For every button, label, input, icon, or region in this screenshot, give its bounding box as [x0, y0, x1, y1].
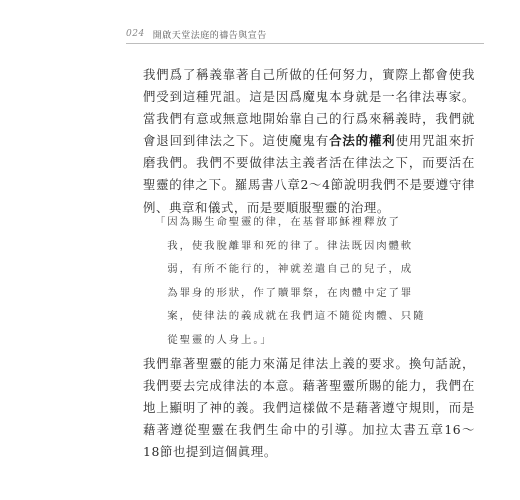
quote-line: 「因為賜生命聖靈的律，在基督耶穌裡釋放了: [155, 216, 401, 228]
page-number: 024: [126, 29, 145, 39]
emphasized-text: 合法的權利: [329, 133, 396, 149]
quote-line: 弱，有所不能行的，神就差遣自己的兒子，成: [155, 263, 414, 276]
quote-line: 為罪身的形狀，作了贖罪祭，在肉體中定了罪: [155, 286, 414, 299]
paragraph-text: 我們爲了稱義靠著自己所做的任何努力，實際上都會使我們受到這種咒詛。這是因爲魔鬼本身就是一名律法專家。當我們有意或無意地開始靠自己的行爲來稱義時，我們就會退回到律法之下。這使魔鬼有: [143, 67, 475, 149]
body-paragraph-2: 我們靠著聖靈的能力來滿足律法上義的要求。換句話說，我們要去完成律法的本意。藉著聖靈所賜的能力，我們在地上顯明了神的義。我們這樣做不是藉著遵守規則，而是藉著遵從聖靈在我們生命中的引導。加拉太書五章16～18節也提到這個眞理。: [143, 356, 475, 460]
body-paragraph-1: [143, 64, 475, 219]
running-title: 開啟天堂法庭的禱告與宣告: [152, 30, 267, 41]
quote-line: 案，使律法的義成就在我們這不隨從肉體、只隨: [155, 310, 426, 323]
running-header: [126, 27, 267, 41]
paragraph-text: 使用咒詛來折磨我們。我們不要做律法主義者活在律法之下，而要活在聖靈的律之下。羅馬書八章2～4節說明我們不是要遵守律例、典章和儀式，而是要順服聖靈的治理。: [143, 133, 476, 215]
scripture-quote: [155, 211, 453, 353]
quote-line: 我，使我脫離罪和死的律了。律法既因肉體軟: [155, 239, 414, 252]
header-divider: [126, 43, 484, 44]
quote-line: 從聖靈的人身上。」: [155, 333, 273, 346]
